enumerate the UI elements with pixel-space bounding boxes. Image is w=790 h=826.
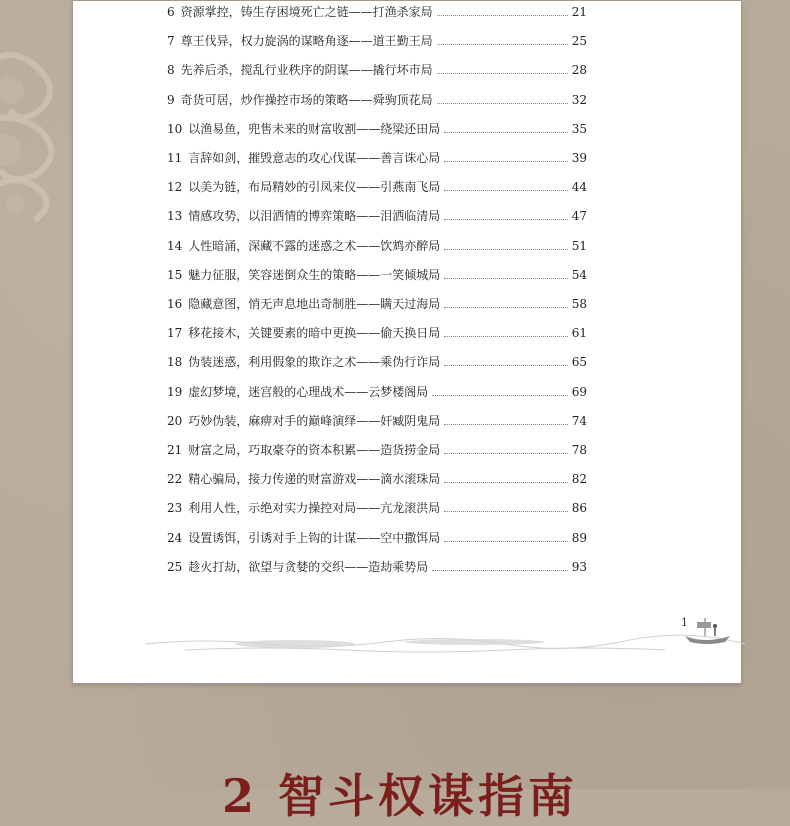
- toc-entry-page: 69: [571, 384, 587, 399]
- dot-leader: [444, 132, 568, 133]
- landscape-boat-illustration: [145, 606, 785, 666]
- dot-leader: [444, 161, 568, 162]
- toc-entry-page: 44: [571, 180, 587, 195]
- dot-leader: [444, 541, 568, 542]
- toc-entry-title: 虚幻梦境，迷宫般的心理战术——云梦楼阁局: [188, 384, 429, 399]
- toc-entry-title: 奇货可居，炒作操控市场的策略——舜驹顶花局: [180, 92, 433, 107]
- toc-entry-number: 22: [167, 472, 183, 487]
- dot-leader: [444, 424, 568, 425]
- dot-leader: [444, 219, 568, 220]
- toc-entry-page: 58: [571, 297, 587, 311]
- page-number: 1: [681, 616, 688, 629]
- toc-entry-page: 25: [571, 34, 587, 49]
- toc-entry-page: 74: [571, 413, 587, 428]
- toc-entry[interactable]: [167, 2, 587, 22]
- toc-entry[interactable]: [167, 119, 587, 139]
- toc-entry[interactable]: [167, 294, 587, 314]
- toc-entry-page: 61: [571, 326, 587, 341]
- dot-leader: [444, 190, 568, 191]
- toc-entry[interactable]: [167, 177, 587, 197]
- toc-entry[interactable]: [167, 498, 587, 518]
- toc-entry-number: 16: [167, 297, 183, 311]
- toc-entry-page: 28: [571, 63, 587, 78]
- dot-leader: [444, 307, 568, 308]
- toc-entry-page: 93: [571, 559, 587, 574]
- toc-entry-number: 12: [167, 180, 183, 195]
- toc-entry[interactable]: [167, 440, 587, 460]
- toc-entry-title: 趁火打劫，欲望与贪婪的交织——造劫乘势局: [188, 559, 429, 574]
- toc-entry[interactable]: [167, 352, 587, 372]
- toc-entry-number: 15: [167, 267, 183, 282]
- document-page: [72, 0, 742, 684]
- toc-entry[interactable]: [167, 382, 587, 402]
- dot-leader: [437, 15, 568, 16]
- toc-entry[interactable]: [167, 469, 587, 489]
- toc-entry-title: 财富之局，巧取豪夺的资本积累——造货捞金局: [188, 443, 441, 457]
- toc-entry-title: 以美为链，布局精妙的引凤来仪——引燕南飞局: [188, 180, 441, 195]
- toc-entry[interactable]: [167, 60, 587, 80]
- toc-entry-number: 19: [167, 384, 183, 399]
- toc-entry[interactable]: [167, 148, 587, 168]
- toc-entry-number: 10: [167, 121, 183, 136]
- toc-entry-number: 14: [167, 238, 183, 253]
- toc-entry-title: 以渔易鱼，兜售未来的财富收割——绕梁还田局: [188, 121, 441, 136]
- toc-entry-title: 移花接木，关键要素的暗中更换——偷天换日局: [188, 326, 441, 341]
- toc-entry[interactable]: [167, 557, 587, 577]
- toc-entry-page: 65: [571, 355, 587, 370]
- toc-entry-title: 尊王伐异，权力旋涡的谋略角逐——道王勤王局: [180, 34, 433, 49]
- toc-entry-title: 隐藏意图，悄无声息地出奇制胜——瞒天过海局: [188, 297, 441, 311]
- toc-entry-number: 20: [167, 413, 183, 428]
- dot-leader: [444, 278, 568, 279]
- toc-entry[interactable]: [167, 31, 587, 51]
- toc-entry-page: 35: [571, 121, 587, 136]
- toc-entry-number: 25: [167, 559, 183, 574]
- toc-entry-title: 先养后杀，搅乱行业秩序的阴谋——撬行坏市局: [180, 63, 433, 78]
- dot-leader: [444, 365, 568, 366]
- toc-entry-number: 9: [167, 92, 175, 107]
- toc-entry-title: 言辞如剑，摧毁意志的攻心伐谋——善言诛心局: [188, 151, 441, 165]
- toc-entry-title: 魅力征服，笑容迷倒众生的策略——一笑倾城局: [188, 267, 441, 282]
- toc-entry[interactable]: [167, 265, 587, 285]
- boat-icon: [685, 618, 730, 644]
- toc-entry-title: 利用人性，示绝对实力操控对局——亢龙滚洪局: [188, 501, 441, 516]
- toc-entry-number: 21: [167, 443, 183, 457]
- toc-entry-page: 21: [571, 5, 587, 19]
- toc-entry[interactable]: [167, 411, 587, 431]
- toc-entry-number: 6: [167, 5, 175, 19]
- toc-entry-number: 13: [167, 209, 183, 224]
- toc-entry-page: 47: [571, 209, 587, 224]
- toc-entry[interactable]: [167, 206, 587, 226]
- toc-entry-page: 54: [571, 267, 587, 282]
- toc-entry-number: 18: [167, 355, 183, 370]
- toc-entry-number: 8: [167, 63, 175, 78]
- section-heading: 2 智斗权谋指南: [222, 769, 579, 823]
- toc-entry-title: 设置诱饵，引诱对手上钩的计谋——空中撒饵局: [188, 530, 441, 545]
- dot-leader: [444, 482, 568, 483]
- dot-leader: [437, 103, 568, 104]
- toc-entry-page: 82: [571, 472, 587, 487]
- toc-entry-number: 17: [167, 326, 183, 341]
- toc-entry-title: 巧妙伪装，麻痹对手的巅峰演绎——奸臧阴鬼局: [188, 413, 441, 428]
- toc-entry-page: 78: [571, 443, 587, 457]
- toc-entry[interactable]: [167, 236, 587, 256]
- dot-leader: [437, 73, 568, 74]
- toc-entry[interactable]: [167, 323, 587, 343]
- toc-entry-number: 7: [167, 34, 175, 49]
- toc-entry-page: 39: [571, 151, 587, 165]
- toc-entry-title: 情感攻势，以泪洒情的博弈策略——泪洒临清局: [188, 209, 441, 224]
- dot-leader: [444, 511, 568, 512]
- toc-entry-page: 89: [571, 530, 587, 545]
- dot-leader: [432, 395, 568, 396]
- toc-entry-title: 精心骗局，接力传递的财富游戏——滴水滚珠局: [188, 472, 441, 487]
- toc-entry-title: 伪装迷惑，利用假象的欺诈之术——乘伪行诈局: [188, 355, 441, 370]
- toc-entry-number: 23: [167, 501, 183, 516]
- toc-entry-number: 11: [167, 151, 183, 165]
- toc-entry-title: 资源掌控，铸生存困境死亡之链——打渔杀家局: [180, 5, 433, 19]
- dot-leader: [444, 453, 568, 454]
- dot-leader: [444, 249, 568, 250]
- toc-entry[interactable]: [167, 528, 587, 548]
- toc-entry-page: 32: [571, 92, 587, 107]
- dot-leader: [444, 336, 568, 337]
- toc-entry-page: 51: [571, 238, 587, 253]
- toc-entry-title: 人性暗涌，深藏不露的迷惑之术——饮鸩亦醉局: [188, 238, 441, 253]
- toc-entry-number: 24: [167, 530, 183, 545]
- dot-leader: [437, 44, 568, 45]
- toc-entry-page: 86: [571, 501, 587, 516]
- dot-leader: [432, 570, 568, 571]
- toc-entry[interactable]: [167, 90, 587, 110]
